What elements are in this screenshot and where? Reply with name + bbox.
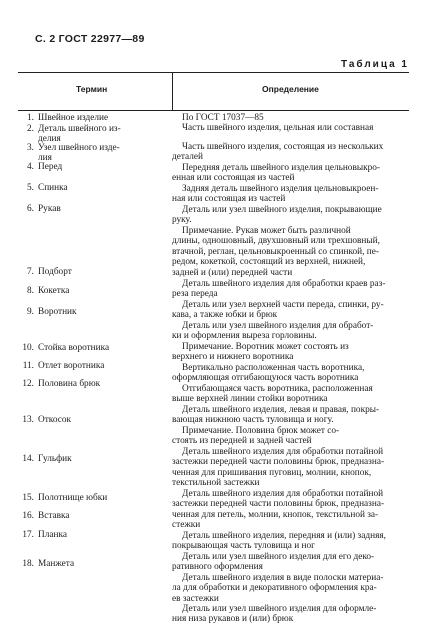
term-row (20, 124, 163, 145)
term-row (20, 183, 163, 193)
definition-line: застежки передней части половины брюк, предназна- (172, 457, 385, 468)
term-label: Спинка (38, 183, 68, 193)
definition-line: По ГОСТ 17037—85 (182, 113, 264, 123)
term-label: Подборт (38, 267, 72, 277)
term-number: 5. (27, 183, 34, 193)
definition-line: ев застежки (172, 593, 219, 604)
definition-block (172, 363, 410, 384)
definition-line: задней и (или) передней части (172, 267, 293, 278)
definition-line: Деталь или узел швейного изделия, покрывающие (182, 205, 382, 215)
definition-block (172, 489, 410, 531)
term-label: Отлет воротника (38, 361, 105, 371)
term-label: Откосок (38, 415, 71, 425)
term-row (20, 379, 163, 389)
term-number: 10. (22, 343, 34, 353)
definition-line: Деталь швейного изделия для обработки краев раз- (182, 279, 386, 289)
term-number: 16. (22, 511, 34, 521)
term-number: 3. (27, 143, 34, 153)
definition-line: реза переда (172, 289, 218, 300)
term-label: Манжета (38, 559, 75, 569)
definition-block (172, 573, 410, 604)
definition-block (172, 342, 410, 363)
page-header: С. 2 ГОСТ 22977—89 (35, 33, 145, 45)
definition-block (172, 226, 410, 278)
term-number: 6. (27, 204, 34, 214)
term-label: Воротник (38, 307, 77, 317)
term-number: 15. (22, 493, 34, 503)
term-row (20, 286, 163, 296)
definition-line: Часть швейного изделия, цельная или составная (182, 123, 374, 133)
definition-line: Передняя деталь швейного изделия цельновыкро- (182, 163, 380, 173)
definition-line: ная или состоящая из частей (172, 194, 286, 205)
definition-line: Деталь швейного изделия в виде полоски материа- (182, 573, 384, 583)
term-number: 14. (22, 454, 34, 464)
term-label: Узел швейного изде- лия (38, 143, 120, 164)
term-row (20, 307, 163, 317)
column-header-term: Термин (76, 84, 108, 94)
definition-line: Деталь швейного изделия для обработки потайной (182, 447, 384, 457)
definition-line: Примечание. Воротник может состоять из (182, 342, 349, 352)
term-row (20, 143, 163, 164)
definition-line: Отгибающаяся часть воротника, расположенная (182, 384, 373, 394)
term-label: Вставка (38, 511, 70, 521)
term-label-continuation: лия (38, 153, 52, 164)
definition-line: ративного оформления (172, 562, 263, 573)
definition-line: вающая нижнюю часть туловища и ногу. (172, 415, 334, 426)
definition-line: Примечание. Половина брюк может со- (182, 426, 340, 436)
term-row (20, 493, 163, 503)
column-divider (172, 72, 173, 110)
definition-line: Примечание. Рукав может быть различной (182, 226, 351, 236)
term-label: Полотнище юбки (38, 493, 108, 503)
definition-line: текстильной застежки (172, 478, 260, 489)
definition-line: стоять из передней и задней частей (172, 436, 312, 447)
definition-block (172, 163, 410, 184)
term-row (20, 559, 163, 569)
definition-block (172, 142, 410, 163)
term-row (20, 530, 163, 540)
column-header-definition: Определение (262, 84, 319, 94)
definition-line: Деталь или узел швейного изделия для его деко- (182, 552, 375, 562)
term-row (20, 415, 163, 425)
definition-line: Вертикально расположенная часть воротника, (182, 363, 365, 373)
definition-block (172, 384, 410, 405)
term-number: 2. (27, 124, 34, 134)
definition-line: енная или состоящая из частей (172, 173, 295, 184)
term-label: Стойка воротника (38, 343, 110, 353)
term-label: Деталь швейного из- делия (38, 124, 121, 145)
definition-block (172, 205, 410, 226)
table-label: Таблица 1 (340, 59, 409, 70)
definition-line: ченная для петель, молнии, кнопок, текстильной за- (172, 509, 379, 520)
term-row (20, 162, 163, 172)
definition-line: ки и оформления выреза горловины. (172, 331, 317, 342)
term-number: 18. (22, 559, 34, 569)
definition-block (172, 531, 410, 552)
term-label: Половина брюк (38, 379, 101, 389)
definition-line: втачной, реглан, цельновыкроенный со спинкой, пе- (172, 246, 379, 257)
definition-line: ла для обработки и декоративного оформления кра- (172, 583, 377, 594)
definition-line: верхнего и нижнего воротника (172, 352, 294, 363)
definition-line: редом, кокеткой, состоящий из верхней, нижней, (172, 257, 366, 268)
definition-block (172, 552, 410, 573)
definition-line: выше верхней линии стойки воротника (172, 394, 328, 405)
definition-line: покрывающая часть туловища и ног (172, 541, 315, 552)
term-row (20, 511, 163, 521)
term-label: Гульфик (38, 454, 72, 464)
term-label: Кокетка (38, 286, 70, 296)
definition-block (172, 123, 410, 133)
term-number: 1. (27, 113, 34, 123)
definition-line: Деталь или узел швейного изделия для обработ- (182, 321, 374, 331)
definition-line: Деталь швейного изделия для обработки потайной (182, 489, 384, 499)
table-top-rule (18, 72, 409, 73)
term-label-continuation: делия (38, 134, 61, 145)
definition-block (172, 426, 410, 447)
definition-block (172, 447, 410, 489)
term-label: Планка (38, 530, 67, 540)
definition-line: Деталь или узел верхней части переда, спинки, ру- (182, 300, 384, 310)
term-label: Рукав (38, 204, 61, 214)
term-row (20, 204, 163, 214)
term-number: 12. (22, 379, 34, 389)
definition-line: длины, одношовный, двухшовный или трехшовный, (172, 236, 380, 247)
definition-line: стежки (172, 520, 201, 531)
term-row (20, 267, 163, 277)
term-row (20, 343, 163, 353)
term-number: 17. (22, 530, 34, 540)
term-number: 9. (27, 307, 34, 317)
definition-block (172, 405, 410, 426)
definition-line: Часть швейного изделия, состоящая из нескольких (182, 142, 384, 152)
term-number: 4. (27, 162, 34, 172)
definition-block (172, 604, 410, 625)
definition-block (172, 279, 410, 300)
table-header-rule (18, 110, 409, 111)
definition-line: ния низа рукавов и (или) брюк (172, 614, 294, 625)
definition-block (172, 184, 410, 205)
definition-line: Деталь швейного изделия, передняя и (или) задняя, (182, 531, 386, 541)
term-row (20, 454, 163, 464)
definition-line: оформляющая отгибающуюся часть воротника (172, 373, 359, 384)
definition-block (172, 300, 410, 321)
term-label: Швейное изделие (38, 113, 109, 123)
definition-line: ченная для пришивания пуговиц, молнии, кнопок, (172, 467, 372, 478)
term-row (20, 113, 163, 123)
term-number: 7. (27, 267, 34, 277)
term-row (20, 361, 163, 371)
definition-line: Задняя деталь швейного изделия цельновыкроен- (182, 184, 379, 194)
definition-line: деталей (172, 152, 203, 163)
term-number: 8. (27, 286, 34, 296)
term-number: 11. (22, 361, 34, 371)
term-label: Перед (38, 162, 63, 172)
definition-line: застежки передней части половины брюк, предназна- (172, 499, 385, 510)
definition-line: Деталь или узел швейного изделия для оформле- (182, 604, 377, 614)
definition-line: Деталь швейного изделия, левая и правая, покры- (182, 405, 380, 415)
definition-line: кава, а также юбки и брюк (172, 310, 278, 321)
term-number: 13. (22, 415, 34, 425)
definition-block (172, 113, 410, 123)
definition-block (172, 321, 410, 342)
definition-line: руку. (172, 215, 192, 226)
